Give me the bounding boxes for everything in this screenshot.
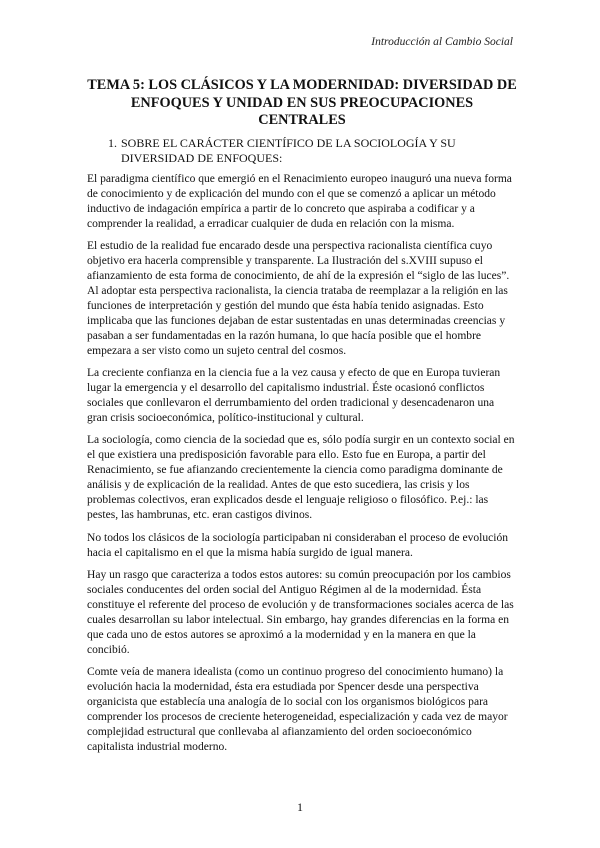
page-body <box>87 77 517 762</box>
section-heading-text: SOBRE EL CARÁCTER CIENTÍFICO DE LA SOCIOLOGÍA Y SU DIVERSIDAD DE ENFOQUES: <box>121 135 456 165</box>
paragraph: El estudio de la realidad fue encarado desde una perspectiva racionalista científica cuyo objetivo era hacerla comprensible y transparente. La Ilustración del s.XVIII supuso el afianzamiento de esta forma de conocimiento, de ahí de la expresión el “siglo de las luces”. Al adoptar esta perspectiva racionalista, la ciencia trataba de reemplazar a la religión en las funciones de interpretación y gestión del mundo que ésta había tenido asignadas. Esto implicaba que las funciones dejaban de estar sustentadas en unas determinadas creencias y pasaban a ser fundamentadas en la razón humana, lo que hacía posible que el hombre empezara a ser visto como un sujeto central del cosmos. <box>87 239 510 358</box>
section-number: 1. <box>108 135 117 150</box>
paragraph: El paradigma científico que emergió en el Renacimiento europeo inauguró una nueva forma de conocimiento y de explicación del mundo con el que se comenzó a aplicar un método inductivo de indagación empírica a partir de lo concreto que aspiraba a codificar y a comprender la realidad, a erradicar cualquier de duda en relación con la misma. <box>87 172 512 230</box>
paragraph: Hay un rasgo que caracteriza a todos estos autores: su común preocupación por los cambios sociales conducentes del orden social del Antiguo Régimen al de la modernidad. Ésta constituye el referente del proceso de evolución y de transformaciones sociales acerca de las cuales desarrollan su labor intelectual. Sin embargo, hay grandes diferencias en la forma en que cada uno de estos autores se aproximó a la modernidad y en la manera en que la concibió. <box>87 568 514 656</box>
paragraph: La creciente confianza en la ciencia fue a la vez causa y efecto de que en Europa tuvieran lugar la emergencia y el desarrollo del capitalismo industrial. Éste ocasionó conflictos sociales que conllevaron el derrumbamiento del orden tradicional y desencadenaron una gran crisis socioeconómica, político-institucional y cultural. <box>87 367 501 425</box>
paragraph: La sociología, como ciencia de la sociedad que es, sólo podía surgir en un contexto social en el que existiera una predisposición favorable para ello. Esto fue en Europa, a partir del Renacimiento, se fue afianzando crecientemente la ciencia como paradigma dominante de análisis y de explicación de la realidad. Antes de que esto sucediera, las crisis y los problemas colectivos, eran explicados desde el lenguaje religioso o filosófico. P.ej.: las pestes, las hambrunas, etc. eran castigos divinos. <box>87 434 515 522</box>
running-header: Introducción al Cambio Social <box>371 36 513 48</box>
section-heading <box>87 136 517 166</box>
page-number: 1 <box>297 800 303 814</box>
page-title: TEMA 5: LOS CLÁSICOS Y LA MODERNIDAD: DIVERSIDAD DE ENFOQUES Y UNIDAD EN SUS PREOCUPACIONES CENTRALES <box>87 77 517 128</box>
paragraph: No todos los clásicos de la sociología participaban ni consideraban el proceso de evolución hacia el capitalismo en el que la misma había surgido de igual manera. <box>87 531 509 559</box>
paragraph: Comte veía de manera idealista (como un continuo progreso del conocimiento humano) la evolución hacia la modernidad, ésta era estudiada por Spencer desde una perspectiva organicista que establecía una analogía de lo social con los organismos biológicos para comprender los procesos de creciente heterogeneidad, especialización y cada vez de mayor complejidad estructural que conllevaba al afianzamiento del orden socioeconómico capitalista industrial moderno. <box>87 665 508 754</box>
